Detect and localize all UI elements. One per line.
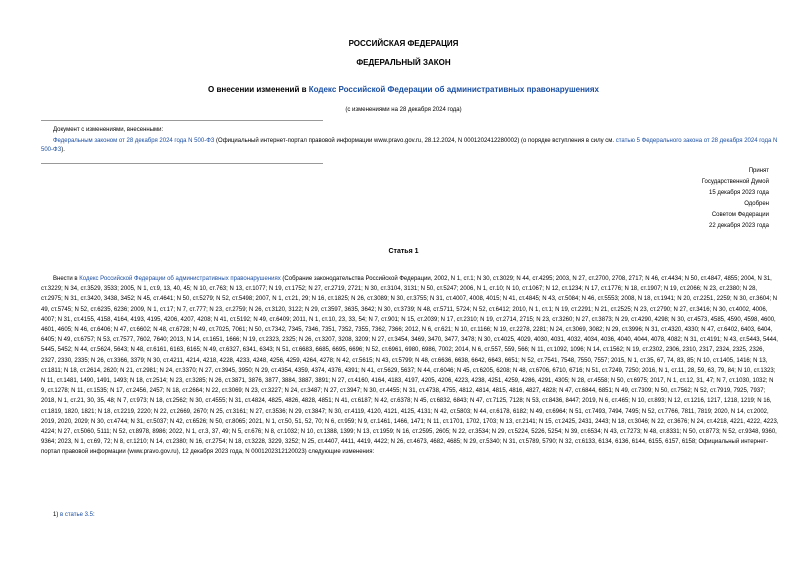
article-body-text: (Собрание законодательства Российской Федерации, 2002, N 1, ст.1; N 30, ст.3029; N 44, ст.4295; 2003, N 27, ст.2700, 2708, 2717; N 46, ст.4434; N 50, ст.4847, 4855; 2004, N 31, ст.3229; N 34, ст.3529, 3533; 2005, N 1, ст.9, 13, 40, 45; N 10, ст.763; N 13, ст.1077; N 19, ст.1752; N 27, ст.2719, 2721; N 30, ст.3104, 3131; N 50, ст.5247; 2006, N 1, ст.10; N 10, ст.1067; N 12, ст.1234; N 17, ст.1776; N 18, ст.1907; N 19, ст.2066; N 23, ст.2380; N 28, ст.2975; N 31, ст.3420, 3438, 3452; N 45, ст.4641; N 50, ст.5279; N 52, ст.5498; 2007, N 1, ст.21, 29; N 16, ст.1825; N 26, ст.3089; N 30, ст.3755; N 31, ст.4007, 4008, 4015; N 41, ст.4845; N 43, ст.5084; N 46, ст.5553; 2008, N 18, ст.1941; N 20, ст.2251, 2259; N 30, ст.3604; N 49, ст.5745; N 52, ст.6235, 6236; 2009, N 1, ст.17; N 7, ст.777; N 23, ст.2759; N 26, ст.3120, 3122; N 29, ст.3597, 3635, 3642; N 30, ст.3739; N 48, ст.5711, 5724; N 52, ст.6412; 2010, N 1, ст.1; N 19, ст.2291; N 21, ст.2525; N 23, ст.2790; N 27, ст.3416; N 30, ст.4002, 4006, 4007; N 31, ст.4155, 4158, 4164, 4193, 4195, 4206, 4207, 4208; N 41, ст.5192; N 49, ст.6409; 2011, N 1, ст.10, 23, 33, 54; N 7, ст.901; N 15, ст.2039; N 17, ст.2310; N 19, ст.2714, 2715; N 23, ст.3260; N 27, ст.3873; N 29, ст.4290, 4298; N 30, ст.4573, 4585, 4590, 4598, 4600, 4601, 4605; N 46, ст.6406; N 47, ст.6602; N 48, ст.6728; N 49, ст.7025, 7061; N 50, ст.7342, 7345, 7346, 7351, 7352, 7355, 7362, 7366; 2012, N 6, ст.621; N 10, ст.1166; N 19, ст.2278, 2281; N 24, ст.3069, 3082; N 29, ст.3996; N 31, ст.4320, 4330; N 47, ст.6402, 6403, 6404, 6405; N 49, ст.6757; N 53, ст.7577, 7602, 7640; 2013, N 14, ст.1651, 1666; N 19, ст.2323, 2325; N 26, ст.3207, 3208, 3209; N 27, ст.3454, 3469, 3470, 3477, 3478; N 30, ст.4025, 4029, 4030, 4031, 4032, 4034, 4036, 4040, 4044, 4078, 4082; N 31, ст.4191; N 43, ст.5443, 5444, 5445, 5452; N 44, ст.5624, 5643; N 48, ст.6161, 6163, 6165; N 49, ст.6327, 6341, 6343; N 51, ст.6683, 6685, 6695, 6696; N 52, ст.6961, 6980, 6986, 7002; 2014, N 6, ст.557, 559, 566; N 11, ст.1092, 1096; N 14, ст.1562; N 19, ст.2302, 2306, 2310, 2317, 2324, 2325, 2326, 2327, 2330, 2335; N 26, ст.3366, 3379; N 30, ст.4211, 4214, 4218, 4228, 4233, 4248, 4256, 4259, 4264, 4278; N 42, ст.5615; N 43, ст.5799; N 48, ст.6636, 6638, 6642, 6643, 6651; N 52, ст.7541, 7548, 7550, 7557; 2015, N 1, ст.35, 67, 74, 83, 85; N 10, ст.1405, 1416; N 13, ст.1811; N 18, ст.2614, 2620; N 21, ст.2981; N 24, ст.3370; N 27, ст.3945, 3950; N 29, ст.4354, 4359, 4374, 4376, 4391; N 41, ст.5629, 5637; N 44, ст.6046; N 45, ст.6205, 6208; N 48, ст.6706, 6710, 6716; N 51, ст.7249, 7250; 2016, N 1, ст.11, 28, 59, 63, 79, 84; N 10, ст.1323; N 11, ст.1481, 1490, 1491, 1493; N 18, ст.2514; N 23, ст.3285; N 26, ст.3871, 3876, 3877, 3884, 3887, 3891; N 27, ст.4160, 4164, 4183, 4197, 4205, 4206, 4223, 4238, 4251, 4259, 4286, 4291, 4305; N 28, ст.4558; N 50, ст.6975; 2017, N 1, ст.12, 31, 47; N 7, ст.1030, 1032; N 9, ст.1278; N 11, ст.1535; N 17, ст.2456, 2457; N 18, ст.2664; N 22, ст.3069; N 23, ст.3227; N 24, ст.3487; N 27, ст.3947; N 30, ст.4455; N 31, ст.4738, 4755, 4812, 4814, 4815, 4816, 4827, 4828; N 47, ст.6844, 6851; N 49, ст.7309; N 50, ст.7562; N 52, ст.7919, 7925, 7937; 2018, N 1, ст.21, 30, 35, 48; N 7, ст.973; N 18, ст.2562; N 30, ст.4555; N 31, ст.4824, 4825, 4826, 4828, 4851; N 41, ст.6187; N 42, ст.6378; N 45, ст.6832, 6843; N 47, ст.7125, 7128; N 53, ст.8436, 8447; 2019, N 6, ст.465; N 10, ст.893; N 12, ст.1216, 1217, 1218, 1219; N 16, ст.1819, 1820, 1821; N 18, ст.2219, 2220; N 22, ст.2669, 2670; N 25, ст.3161; N 27, ст.3536; N 29, ст.3847; N 30, ст.4119, 4120, 4121, 4125, 4131; N 42, ст.5803; N 44, ст.6178, 6182; N 49, ст.6964; N 51, ст.7493, 7494, 7495; N 52, ст.7766, 7811, 7819; 2020, N 14, ст.2002, 2019, 2020, 2029; N 30, ст.4744; N 31, ст.5037; N 42, ст.6526; N 50, ст.8065; 2021, N 1, ст.50, 51, 52, 70; N 6, ст.959; N 9, ст.1461, 1466, 1471; N 11, ст.1701, 1702, 1703; N 13, ст.2141; N 15, ст.2425, 2431, 2443; N 18, ст.3046; N 22, ст.3676; N 24, ст.4218, 4221, 4222, 4223, 4224; N 27, ст.5060, 5111; N 52, ст.8978, 8986; 2022, N 1, ст.3, 37, 49; N 5, ст.676; N 8, ст.1032; N 10, ст.1388, 1399; N 13, ст.1959; N 16, ст.2595, 2605; N 22, ст.3534; N 29, ст.5224, 5226, 5254; N 39, ст.6534; N 43, ст.7273; N 48, ст.8331; N 50, ст.8773; N 52, ст.9348, 9360, 9364; 2023, N 1, ст.69, 72; N 8, ст.1210; N 14, ст.2380; N 16, ст.2754; N 18, ст.3228, 3229, 3252; N 25, ст.4407, 4411, 4419, 4422; N 26, ст.4673, 4682, 4685; N 29, ст.5340; N 31, ст.5789, 5790; N 32, ст.6133, 6134, 6136, 6144, 6155, 6157, 6158; Официальный интернет-портал правовой информации (www.pravo.gov.ru), 12 декабря 2023 года, N 0001202312120023) следующие изменения: [41,276,779,456]
changes-text-1: (Официальный интернет-портал правовой информации www.pravo.gov.ru, 28.12.2024, N 0001202412280002) (о порядке вступления в силу см. [214,138,616,144]
adopted-date: 15 декабря 2023 года [708,190,769,196]
approved-label: Одобрен [744,201,769,207]
law-type-heading: ФЕДЕРАЛЬНЫЙ ЗАКОН [356,58,451,67]
divider-bottom [41,163,323,164]
article-5-link[interactable]: статью 5 Федерального закона от 28 декабря 2024 года N 500-ФЗ [41,138,778,153]
article-body [41,274,779,458]
item-1-prefix: 1) [53,512,61,518]
law-title-link[interactable]: Кодекс Российской Федерации об административных правонарушениях [308,85,599,94]
country-heading: РОССИЙСКАЯ ФЕДЕРАЦИЯ [348,39,459,48]
code-link[interactable]: Кодекс Российской Федерации об административных правонарушениях [79,276,281,282]
adoption-block [702,166,769,232]
approved-date: 22 декабря 2023 года [708,223,769,229]
approved-by: Советом Федерации [711,212,769,218]
article-3-5-link[interactable]: в статье 3.5 [60,512,93,518]
article-intro: Внести в [53,276,80,282]
list-item-1 [53,512,95,518]
item-1-suffix: : [92,512,95,518]
adopted-label: Принят [748,168,769,174]
article-title: Статья 1 [388,248,419,255]
divider-top [41,120,323,121]
changes-body [41,137,779,155]
law-title-prefix: О внесении изменений в [208,85,309,94]
law-title [0,85,807,94]
amending-law-link[interactable]: Федеральным законом от 28 декабря 2024 года N 500-ФЗ [53,138,215,144]
adopted-by: Государственной Думой [701,179,769,185]
changes-heading: Документ с изменениями, внесенными: [53,127,164,133]
changes-text-2: ). [61,147,65,153]
revision-note: (с изменениями на 28 декабря 2024 года) [345,107,462,113]
